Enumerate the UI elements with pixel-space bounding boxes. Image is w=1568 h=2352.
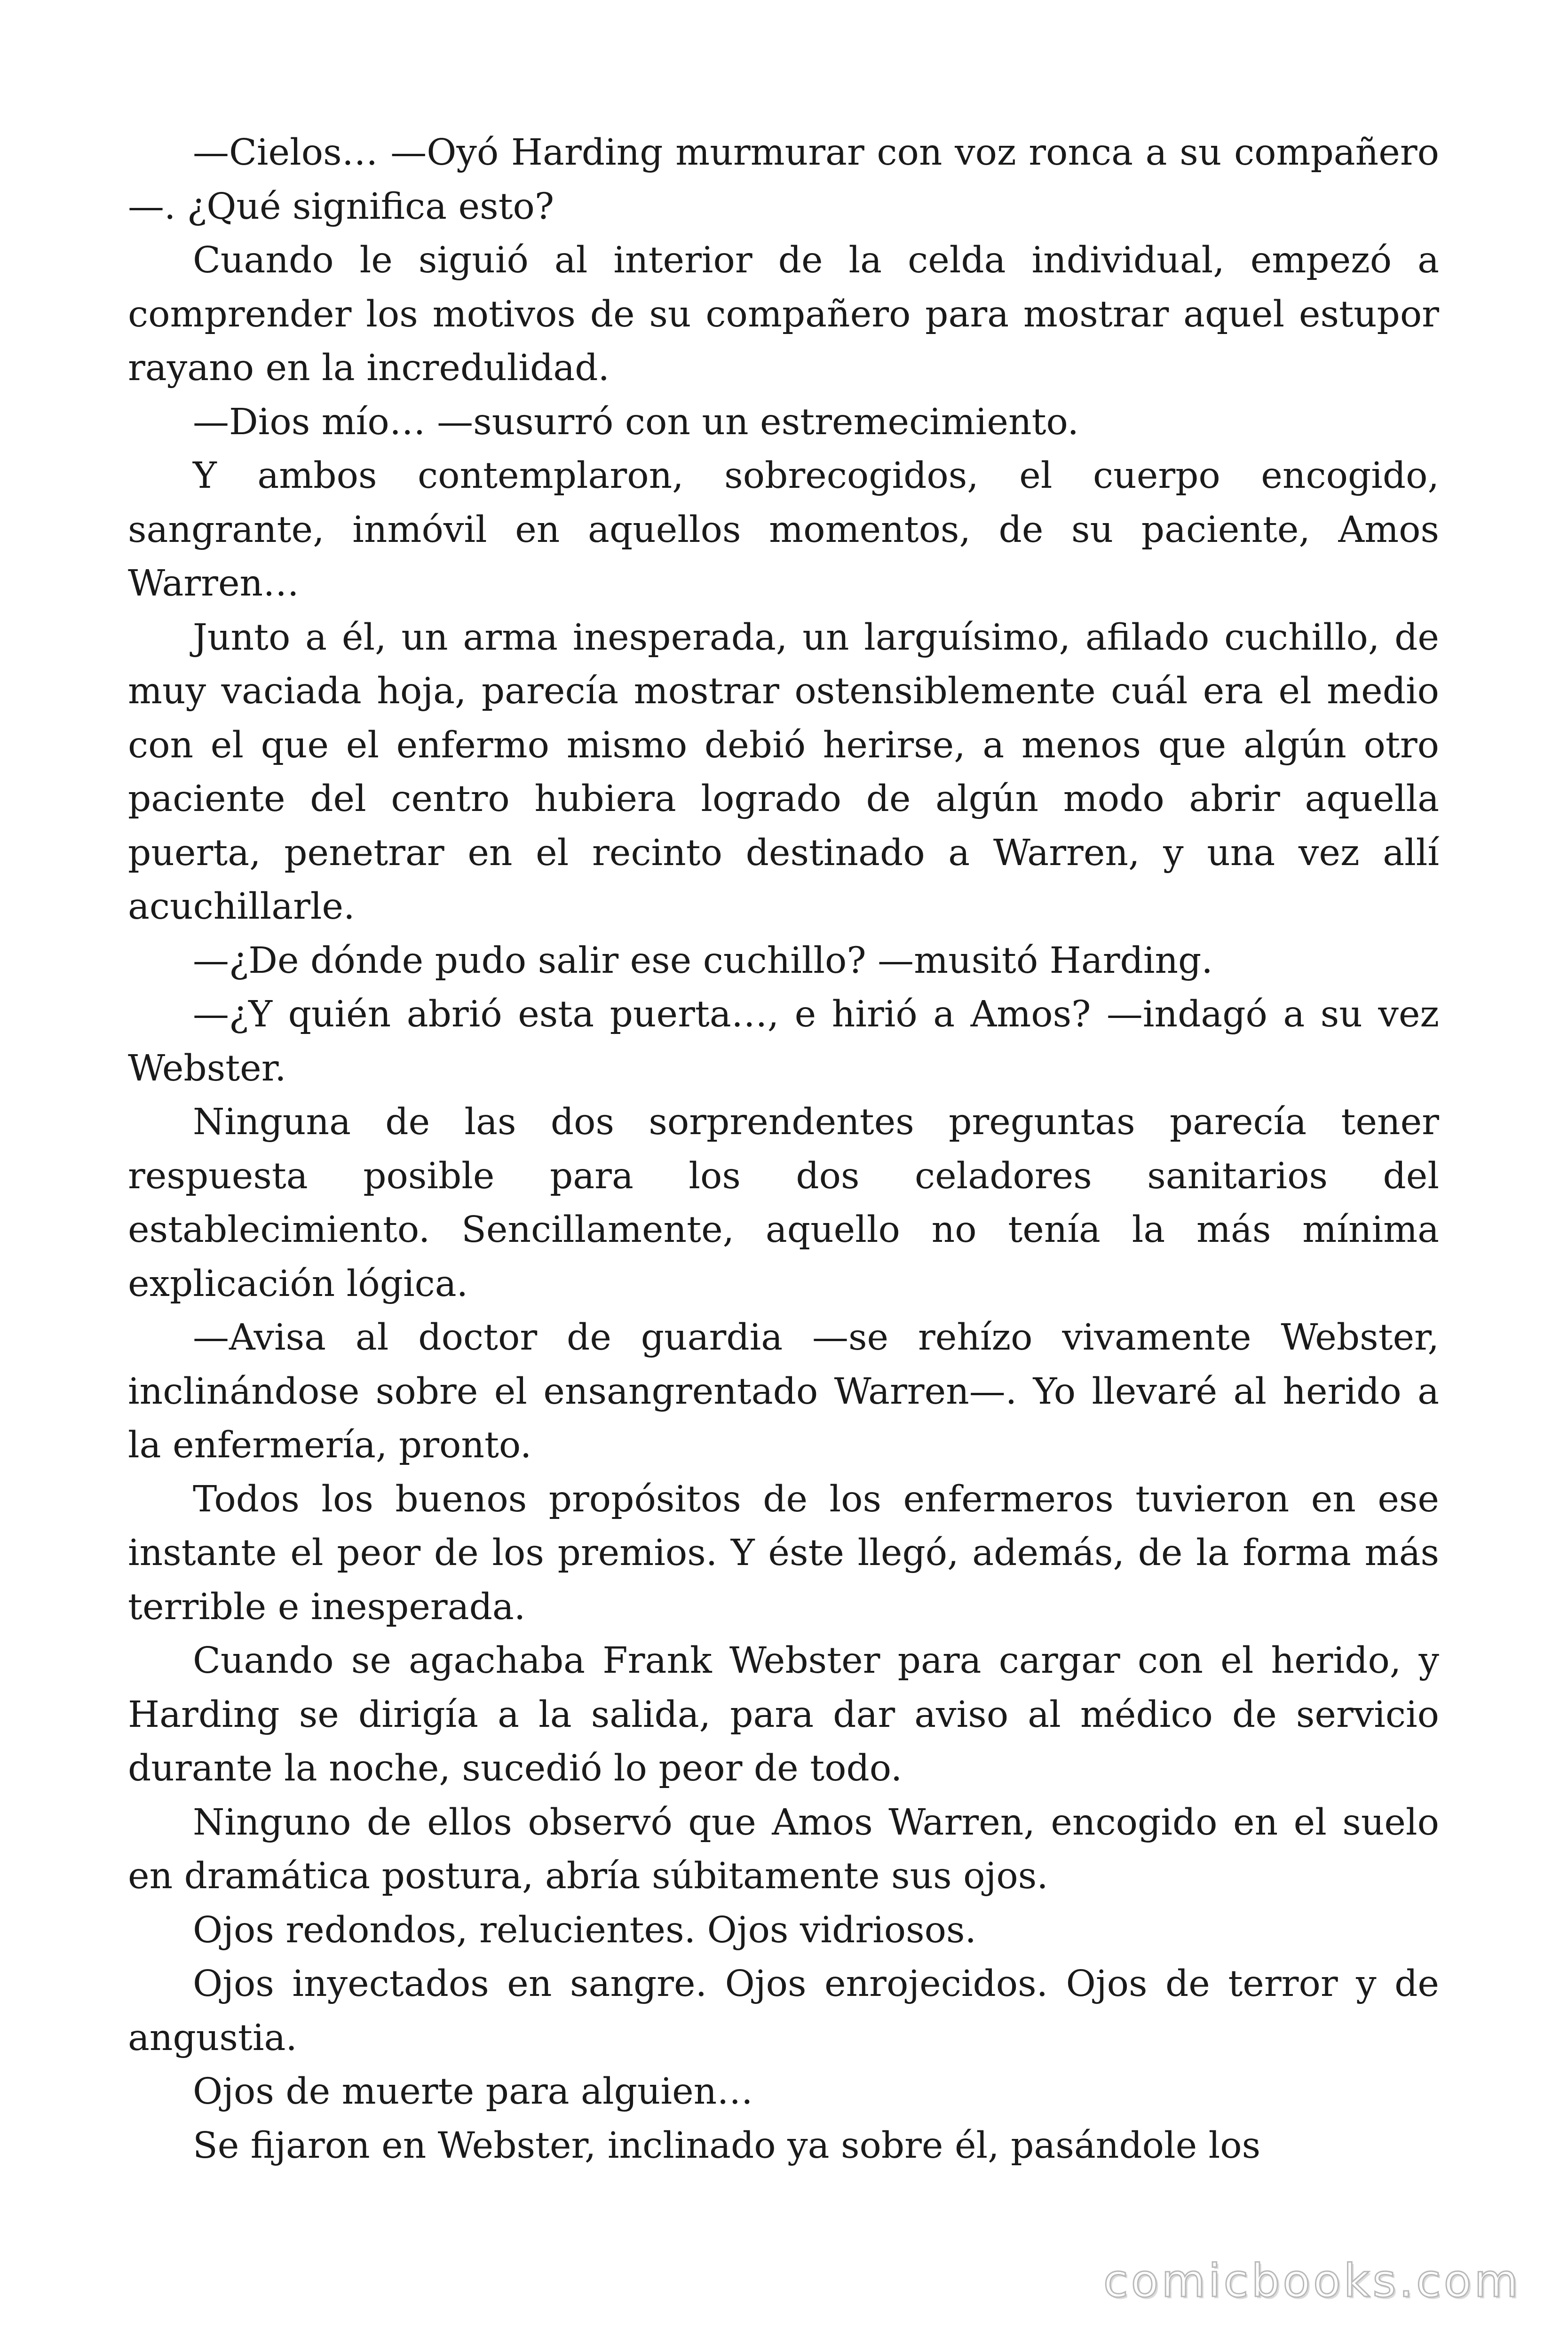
paragraph: Ojos redondos, relucientes. Ojos vidriosos. [193,1909,976,1951]
watermark: comicbooks.com [1103,2255,1521,2307]
paragraph: Ninguna de las dos sorprendentes preguntas parecía tener respuesta posible para los dos celadores sanitarios del establecimiento. Sencillamente, aquello no tenía la más mínima explicación lógica. [128,1101,1439,1305]
paragraph: Se fijaron en Webster, inclinado ya sobre él, pasándole los [193,2124,1261,2167]
paragraph: —Cielos… —Oyó Harding murmurar con voz ronca a su compañero—. ¿Qué significa esto? [128,132,1439,228]
paragraph: Ninguno de ellos observó que Amos Warren, encogido en el suelo en dramática postura, abría súbitamente sus ojos. [128,1801,1439,1897]
paragraph: Ojos inyectados en sangre. Ojos enrojecidos. Ojos de terror y de angustia. [128,1963,1439,2059]
paragraph: Todos los buenos propósitos de los enfermeros tuvieron en ese instante el peor de los premios. Y éste llegó, además, de la forma más terrible e inesperada. [128,1478,1439,1628]
paragraph: Ojos de muerte para alguien… [193,2071,753,2113]
paragraph: Cuando le siguió al interior de la celda individual, empezó a comprender los motivos de su compañero para mostrar aquel estupor rayano en la incredulidad. [128,239,1439,389]
paragraph: Cuando se agachaba Frank Webster para cargar con el herido, y Harding se dirigía a la salida, para dar aviso al médico de servicio durante la noche, sucedió lo peor de todo. [128,1640,1439,1789]
paragraph: Y ambos contemplaron, sobrecogidos, el cuerpo encogido, sangrante, inmóvil en aquellos momentos, de su paciente, Amos Warren… [128,455,1439,604]
paragraph: —Dios mío… —susurró con un estremecimiento. [193,401,1079,443]
paragraph: Junto a él, un arma inesperada, un larguísimo, afilado cuchillo, de muy vaciada hoja, parecía mostrar ostensiblemente cuál era el medio con el que el enfermo mismo debió herirse, a menos que algún otro paciente del centro hubiera logrado de algún modo abrir aquella puerta, penetrar en el recinto destinado a Warren, y una vez allí acuchillarle. [128,616,1439,928]
body-text [128,126,1439,2173]
paragraph: —¿Y quién abrió esta puerta…, e hirió a Amos? —indagó a su vez Webster. [128,993,1439,1089]
paragraph: —¿De dónde pudo salir ese cuchillo? —musitó Harding. [193,939,1213,982]
paragraph: —Avisa al doctor de guardia —se rehízo vivamente Webster, inclinándose sobre el ensangrentado Warren—. Yo llevaré al herido a la enfermería, pronto. [128,1317,1439,1466]
